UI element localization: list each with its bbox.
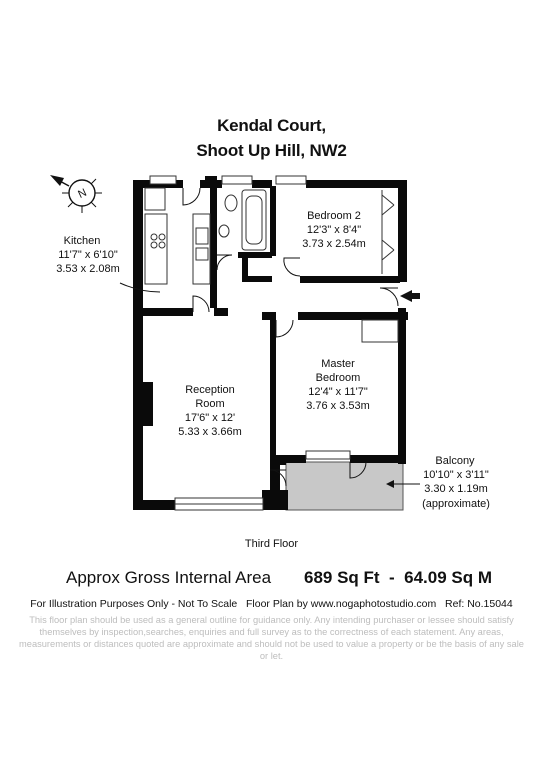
balcony-note: (approximate) xyxy=(422,498,490,510)
balcony-metric: 3.30 x 1.19m xyxy=(424,483,488,495)
balcony-area xyxy=(286,462,403,510)
reception-label xyxy=(178,384,242,438)
master-metric: 3.76 x 3.53m xyxy=(306,400,370,412)
balcony-name: Balcony xyxy=(435,455,475,467)
gross-area-label: Approx Gross Internal Area xyxy=(66,568,272,587)
compass-icon xyxy=(50,175,102,213)
reception-imperial: 17'6" x 12' xyxy=(184,412,236,424)
property-title-line1: Kendal Court, xyxy=(217,116,326,135)
kitchen-label xyxy=(56,235,120,275)
master-label xyxy=(306,358,370,412)
kitchen-imperial: 11'7" x 6'10" xyxy=(58,249,118,261)
bedroom2-name: Bedroom 2 xyxy=(307,210,361,222)
reception-metric: 5.33 x 3.66m xyxy=(178,426,242,438)
kitchen-fittings xyxy=(145,188,210,284)
balcony-label xyxy=(422,455,490,510)
bedroom2-label xyxy=(302,210,366,250)
kitchen-metric: 3.53 x 2.08m xyxy=(56,263,120,275)
kitchen-name: Kitchen xyxy=(63,235,101,247)
bathroom-fittings xyxy=(219,190,266,250)
bedroom2-imperial: 12'3" x 8'4" xyxy=(306,224,362,236)
compass-letter: N xyxy=(76,186,89,202)
property-title-line2: Shoot Up Hill, NW2 xyxy=(196,141,347,160)
floor-label: Third Floor xyxy=(244,538,299,550)
bedroom2-metric: 3.73 x 2.54m xyxy=(302,238,366,250)
interior-walls xyxy=(133,186,408,462)
master-imperial: 12'4" x 11'7" xyxy=(308,386,368,398)
balcony-imperial: 10'10" x 3'11" xyxy=(423,469,489,481)
reception-name-1: Reception xyxy=(185,384,235,396)
master-name-2: Bedroom xyxy=(315,372,361,384)
reception-name-2: Room xyxy=(195,398,225,410)
gross-area-figures: 689 Sq Ft - 64.09 Sq M xyxy=(304,568,493,587)
master-name-1: Master xyxy=(321,358,355,370)
illustration-notice: For Illustration Purposes Only - Not To Scale Floor Plan by www.nogaphotostudio.com Ref: No.15044 xyxy=(30,598,513,610)
disclaimer-text: This floor plan should be used as a general outline for guidance only. Any intending purchaser or lessee should satisfy themselves by inspection,searches, enquiries and full survey as to the correctness of each statement. Any areas, measurements or distances quoted are approximate and should not be used to value a property or be the basis of any sale or let. xyxy=(19,615,524,661)
entrance-arrow-icon xyxy=(400,290,420,302)
